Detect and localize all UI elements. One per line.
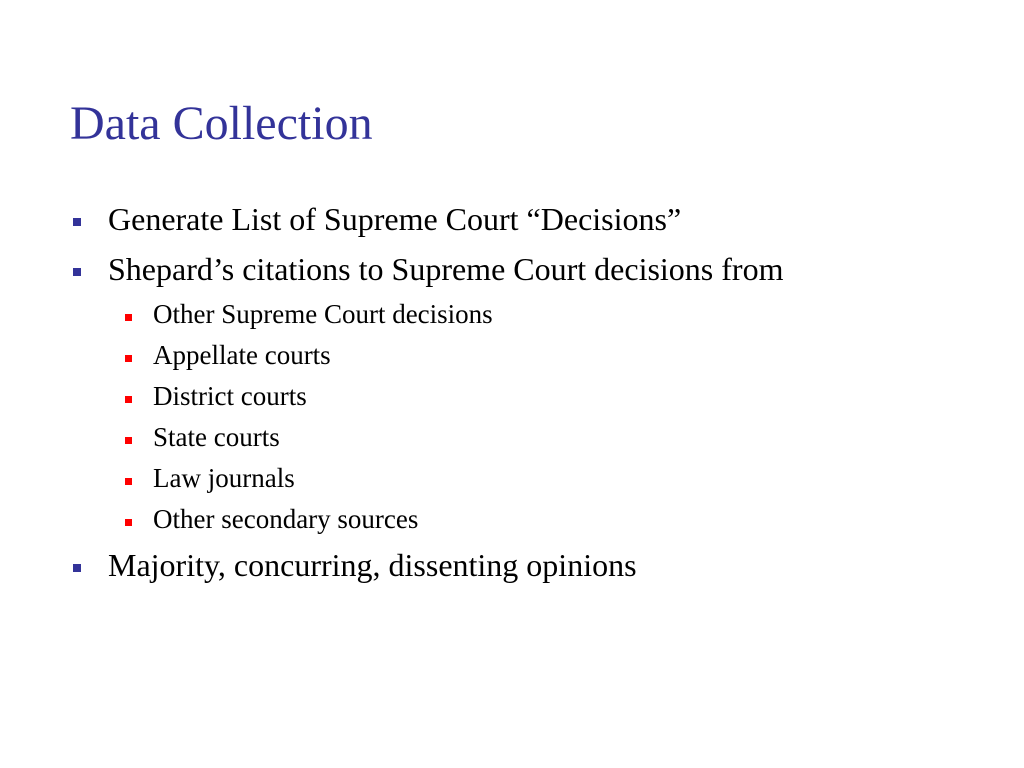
sub-bullet-text: Law journals bbox=[153, 463, 295, 493]
square-bullet-icon bbox=[125, 437, 132, 444]
sub-bullet-text: Appellate courts bbox=[153, 340, 331, 370]
bullet-list bbox=[70, 194, 1010, 590]
bullet-item bbox=[70, 194, 1010, 244]
sub-bullet-item bbox=[70, 417, 1010, 458]
square-bullet-icon bbox=[125, 519, 132, 526]
square-bullet-icon bbox=[73, 564, 81, 572]
sub-bullet-item bbox=[70, 335, 1010, 376]
bullet-text: Shepard’s citations to Supreme Court decisions from bbox=[108, 251, 784, 287]
square-bullet-icon bbox=[73, 268, 81, 276]
sub-bullet-item bbox=[70, 376, 1010, 417]
sub-bullet-text: Other Supreme Court decisions bbox=[153, 299, 493, 329]
bullet-item bbox=[70, 244, 1010, 294]
square-bullet-icon bbox=[125, 478, 132, 485]
sub-bullet-item bbox=[70, 458, 1010, 499]
bullet-item bbox=[70, 540, 1010, 590]
sub-bullet-item bbox=[70, 294, 1010, 335]
sub-bullet-text: Other secondary sources bbox=[153, 504, 419, 534]
square-bullet-icon bbox=[125, 355, 132, 362]
sub-bullet-text: State courts bbox=[153, 422, 280, 452]
bullet-text: Majority, concurring, dissenting opinions bbox=[108, 547, 637, 583]
square-bullet-icon bbox=[125, 314, 132, 321]
square-bullet-icon bbox=[73, 218, 81, 226]
sub-bullet-text: District courts bbox=[153, 381, 307, 411]
square-bullet-icon bbox=[125, 396, 132, 403]
sub-bullet-item bbox=[70, 499, 1010, 540]
slide-title: Data Collection bbox=[70, 97, 373, 150]
bullet-text: Generate List of Supreme Court “Decisions” bbox=[108, 201, 682, 237]
